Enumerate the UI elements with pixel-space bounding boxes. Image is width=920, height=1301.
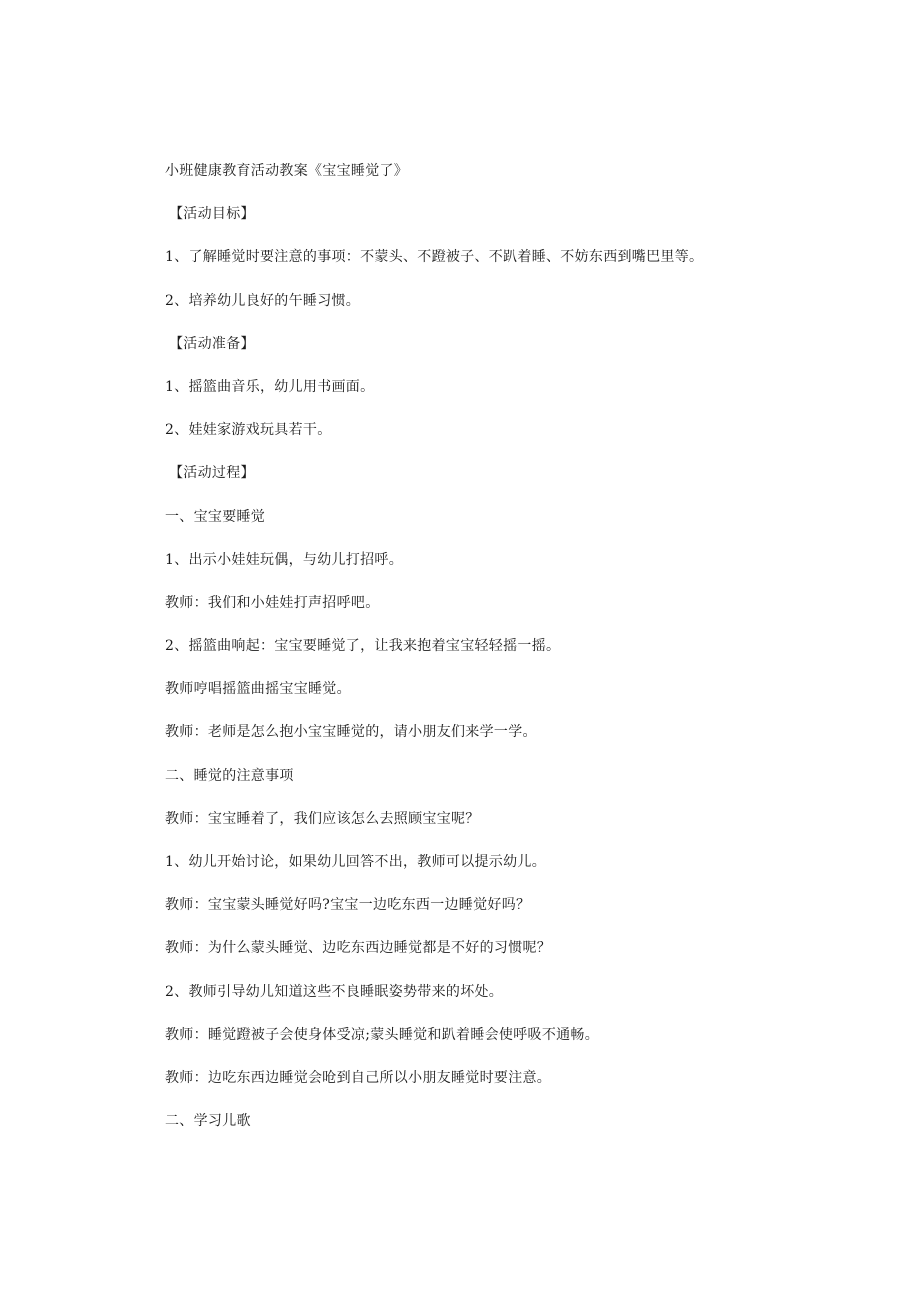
paragraph: 教师：宝宝蒙头睡觉好吗?宝宝一边吃东西一边睡觉好吗？ [165, 897, 531, 914]
section-heading-process: 【活动过程】 [169, 465, 255, 482]
paragraph: 1、出示小娃娃玩偶，与幼儿打招呼。 [165, 551, 404, 568]
document-body [165, 161, 805, 1154]
paragraph: 2、培养幼儿良好的午睡习惯。 [165, 292, 361, 309]
paragraph: 教师哼唱摇篮曲摇宝宝睡觉。 [165, 681, 351, 698]
section-heading-preparation: 【活动准备】 [169, 335, 255, 352]
subheading: 二、学习儿歌 [165, 1113, 251, 1130]
paragraph: 教师：睡觉蹬被子会使身体受凉;蒙头睡觉和趴着睡会使呼吸不通畅。 [165, 1026, 600, 1043]
paragraph: 2、摇篮曲响起：宝宝要睡觉了，让我来抱着宝宝轻轻摇一摇。 [165, 638, 561, 655]
paragraph: 教师：宝宝睡着了，我们应该怎么去照顾宝宝呢？ [165, 810, 480, 827]
paragraph: 1、摇篮曲音乐，幼儿用书画面。 [165, 378, 375, 395]
section-heading-goals: 【活动目标】 [169, 206, 255, 223]
paragraph: 教师：我们和小娃娃打声招呼吧。 [165, 594, 380, 611]
document-title: 小班健康教育活动教案《宝宝睡觉了》 [165, 163, 409, 179]
paragraph: 教师：老师是怎么抱小宝宝睡觉的，请小朋友们来学一学。 [165, 724, 537, 741]
subheading: 一、宝宝要睡觉 [165, 508, 266, 525]
paragraph: 2、教师引导幼儿知道这些不良睡眠姿势带来的坏处。 [165, 983, 504, 1000]
subheading: 二、睡觉的注意事项 [165, 767, 294, 784]
paragraph: 教师：边吃东西边睡觉会呛到自己所以小朋友睡觉时要注意。 [165, 1069, 552, 1086]
paragraph: 教师：为什么蒙头睡觉、边吃东西边睡觉都是不好的习惯呢？ [165, 940, 552, 957]
paragraph: 2、娃娃家游戏玩具若干。 [165, 422, 332, 439]
paragraph: 1、幼儿开始讨论，如果幼儿回答不出，教师可以提示幼儿。 [165, 854, 547, 870]
paragraph: 1、了解睡觉时要注意的事项：不蒙头、不蹬被子、不趴着睡、不妨东西到嘴巴里等。 [165, 249, 704, 266]
